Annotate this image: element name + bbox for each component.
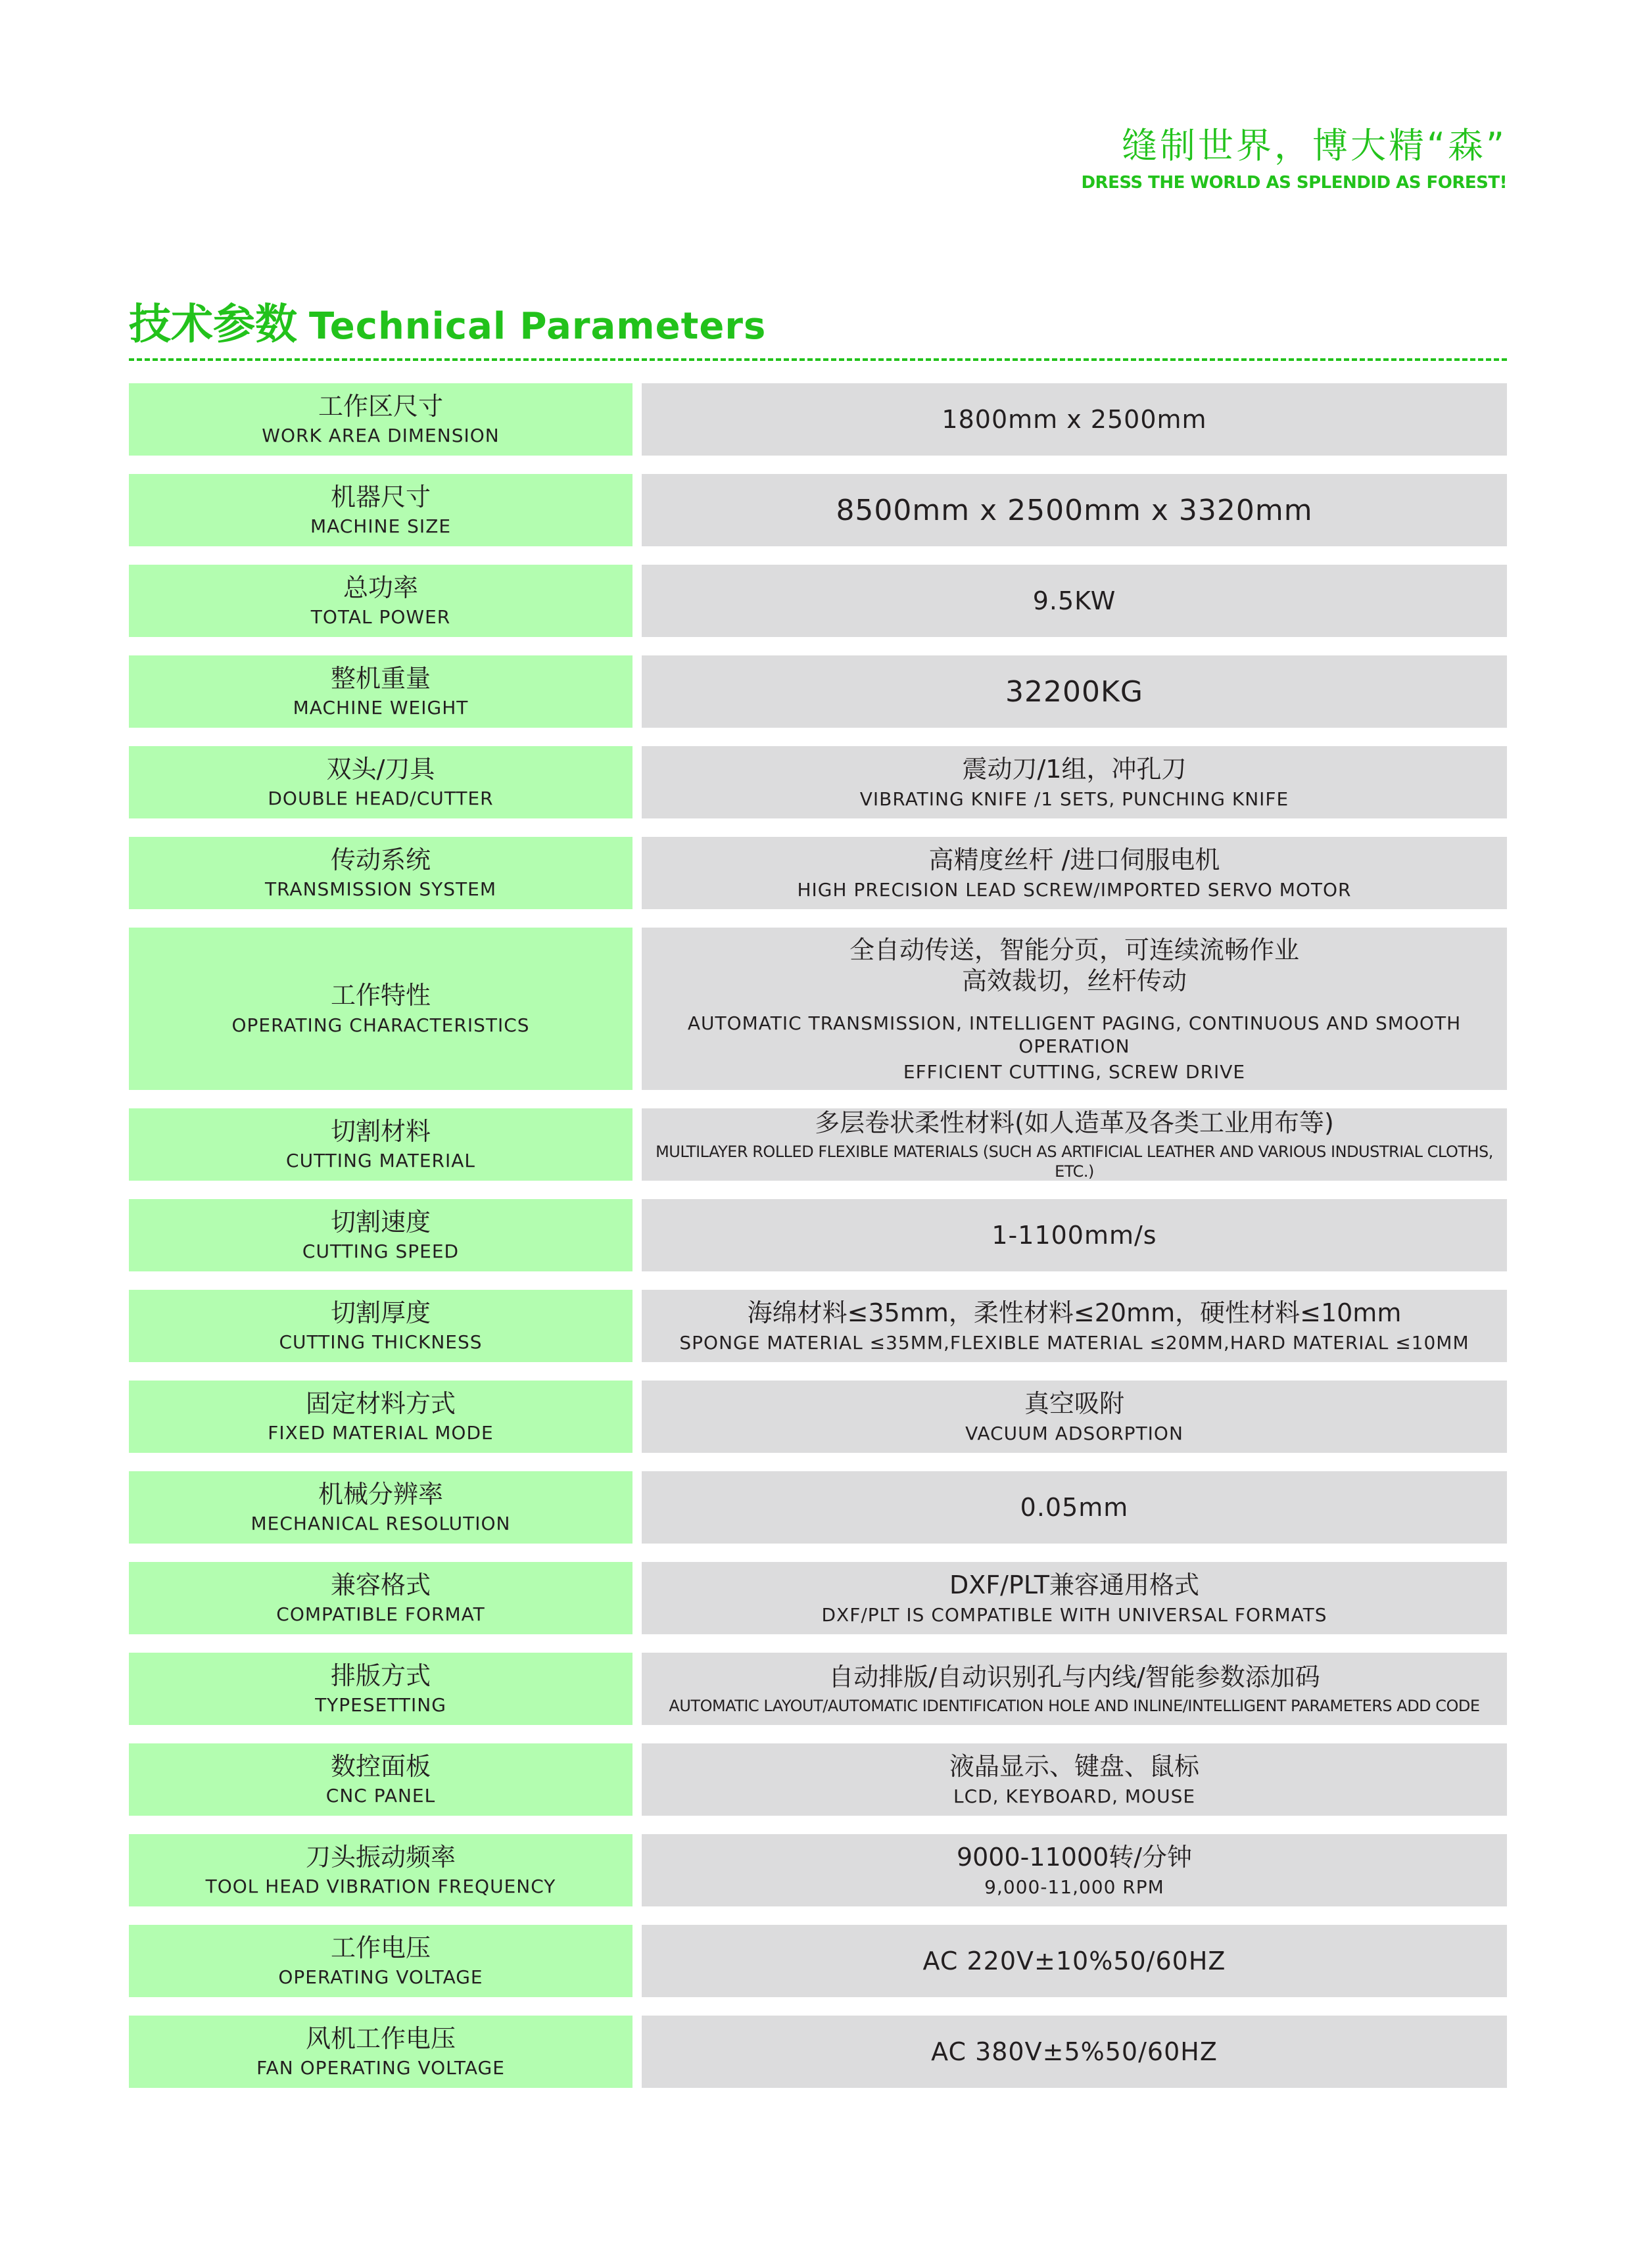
value-english: VACUUM ADSORPTION — [965, 1423, 1183, 1445]
label-english: CUTTING MATERIAL — [286, 1150, 475, 1172]
param-label — [129, 1743, 633, 1816]
label-english: WORK AREA DIMENSION — [262, 425, 500, 447]
value-text: AC 220V±10%50/60HZ — [922, 1947, 1226, 1975]
label-chinese: 切割材料 — [330, 1116, 431, 1146]
label-chinese: 固定材料方式 — [305, 1388, 456, 1418]
value-chinese: 自动排版/自动识别孔与内线/智能参数添加码 — [828, 1663, 1320, 1692]
param-value — [642, 1381, 1507, 1453]
label-english: TOOL HEAD VIBRATION FREQUENCY — [205, 1876, 556, 1898]
table-row — [129, 1381, 1507, 1453]
label-chinese: 切割厚度 — [330, 1298, 431, 1327]
value-chinese: 海绵材料≤35mm，柔性材料≤20mm，硬性材料≤10mm — [747, 1298, 1402, 1327]
value-text: 9.5KW — [1032, 586, 1116, 615]
value-text: 0.05mm — [1020, 1493, 1129, 1522]
label-chinese: 整机重量 — [330, 663, 431, 693]
table-row — [129, 565, 1507, 637]
table-row — [129, 1743, 1507, 1816]
table-row — [129, 837, 1507, 909]
table-row — [129, 1562, 1507, 1634]
slogan-chinese: 缝制世界，博大精“森” — [1122, 125, 1507, 166]
param-value — [642, 655, 1507, 728]
value-chinese: 液晶显示、键盘、鼠标 — [949, 1751, 1199, 1781]
table-row — [129, 383, 1507, 456]
param-label — [129, 565, 633, 637]
value-english: DXF/PLT IS COMPATIBLE WITH UNIVERSAL FORMATS — [821, 1604, 1327, 1626]
label-english: FIXED MATERIAL MODE — [268, 1422, 494, 1444]
value-english-line-2: EFFICIENT CUTTING, SCREW DRIVE — [903, 1060, 1246, 1083]
section-heading — [129, 291, 766, 351]
table-row — [129, 1834, 1507, 1906]
table-row — [129, 1290, 1507, 1362]
param-label — [129, 1562, 633, 1634]
label-english: CUTTING SPEED — [302, 1240, 460, 1263]
label-chinese: 双头/刀具 — [326, 754, 435, 784]
table-row — [129, 655, 1507, 728]
param-label — [129, 1834, 633, 1906]
value-text: 32200KG — [1005, 674, 1143, 709]
heading-english: Technical Parameters — [309, 305, 767, 348]
label-english: TRANSMISSION SYSTEM — [264, 878, 496, 901]
param-label — [129, 2016, 633, 2088]
value-text: 1800mm x 2500mm — [942, 405, 1207, 434]
label-chinese: 机械分辨率 — [318, 1479, 443, 1509]
param-value — [642, 928, 1507, 1090]
label-english: OPERATING VOLTAGE — [278, 1966, 483, 1989]
table-row — [129, 928, 1507, 1090]
param-label — [129, 1108, 633, 1181]
value-english: MULTILAYER ROLLED FLEXIBLE MATERIALS (SUCH AS ARTIFICIAL LEATHER AND VARIOUS INDUSTRIAL CLOTHS, ETC.) — [656, 1142, 1493, 1181]
value-chinese: 高精度丝杆 /进口伺服电机 — [928, 845, 1220, 874]
label-chinese: 总功率 — [343, 573, 418, 602]
table-row — [129, 2016, 1507, 2088]
value-text: AC 380V±5%50/60HZ — [931, 2037, 1218, 2066]
param-value — [642, 1653, 1507, 1725]
param-value — [642, 1925, 1507, 1997]
value-chinese: DXF/PLT兼容通用格式 — [949, 1570, 1200, 1599]
value-chinese: 震动刀/1组，冲孔刀 — [962, 754, 1187, 784]
param-value — [642, 383, 1507, 456]
param-value — [642, 1199, 1507, 1271]
param-label — [129, 474, 633, 546]
heading-chinese: 技术参数 — [129, 300, 297, 349]
table-row — [129, 474, 1507, 546]
label-chinese: 刀头振动频率 — [305, 1842, 456, 1872]
param-label — [129, 1199, 633, 1271]
param-label — [129, 1653, 633, 1725]
label-english: CNC PANEL — [325, 1785, 436, 1807]
param-label — [129, 1381, 633, 1453]
label-english: FAN OPERATING VOLTAGE — [256, 2057, 505, 2079]
table-row — [129, 1199, 1507, 1271]
table-row — [129, 1471, 1507, 1544]
slogan-english: DRESS THE WORLD AS SPLENDID AS FOREST! — [1081, 173, 1507, 193]
label-english: TOTAL POWER — [310, 606, 451, 628]
label-chinese: 排版方式 — [330, 1661, 431, 1690]
label-chinese: 数控面板 — [330, 1751, 431, 1781]
value-english: 9,000-11,000 RPM — [984, 1876, 1164, 1899]
label-chinese: 传动系统 — [330, 845, 431, 874]
value-text: 8500mm x 2500mm x 3320mm — [836, 493, 1313, 527]
label-chinese: 工作电压 — [330, 1933, 431, 1962]
label-english: TYPESETTING — [315, 1694, 446, 1716]
param-value — [642, 1562, 1507, 1634]
label-english: MACHINE WEIGHT — [293, 697, 469, 719]
label-chinese: 工作特性 — [330, 981, 431, 1010]
param-value — [642, 474, 1507, 546]
table-row — [129, 1108, 1507, 1181]
value-english: HIGH PRECISION LEAD SCREW/IMPORTED SERVO MOTOR — [797, 879, 1352, 901]
label-chinese: 风机工作电压 — [305, 2023, 456, 2053]
label-chinese: 兼容格式 — [330, 1570, 431, 1599]
param-label — [129, 655, 633, 728]
param-label — [129, 746, 633, 818]
slogan — [1081, 125, 1507, 193]
value-text: 1-1100mm/s — [991, 1221, 1157, 1250]
value-english: SPONGE MATERIAL ≤35MM,FLEXIBLE MATERIAL ≤20MM,HARD MATERIAL ≤10MM — [679, 1332, 1469, 1354]
value-english: VIBRATING KNIFE /1 SETS, PUNCHING KNIFE — [859, 788, 1289, 811]
label-english: DOUBLE HEAD/CUTTER — [268, 788, 494, 810]
value-chinese: 真空吸附 — [1024, 1388, 1124, 1418]
value-english-line-1: AUTOMATIC TRANSMISSION, INTELLIGENT PAGING, CONTINUOUS AND SMOOTH OPERATION — [687, 1012, 1462, 1057]
param-value — [642, 565, 1507, 637]
param-value — [642, 2016, 1507, 2088]
param-value — [642, 1108, 1507, 1181]
param-value — [642, 1834, 1507, 1906]
value-english: AUTOMATIC LAYOUT/AUTOMATIC IDENTIFICATION HOLE AND INLINE/INTELLIGENT PARAMETERS ADD CODE — [669, 1696, 1480, 1715]
table-row — [129, 746, 1507, 818]
value-chinese: 多层卷状柔性材料(如人造革及各类工业用布等) — [815, 1108, 1334, 1138]
table-row — [129, 1925, 1507, 1997]
label-english: CUTTING THICKNESS — [279, 1331, 483, 1354]
label-english: OPERATING CHARACTERISTICS — [231, 1014, 530, 1036]
label-english: MECHANICAL RESOLUTION — [251, 1513, 511, 1535]
label-english: MACHINE SIZE — [310, 515, 452, 538]
label-chinese: 机器尺寸 — [330, 482, 431, 511]
param-label — [129, 383, 633, 456]
param-label — [129, 928, 633, 1090]
param-label — [129, 1290, 633, 1362]
value-chinese-line-2: 高效裁切，丝杆传动 — [961, 966, 1187, 995]
value-chinese: 9000-11000转/分钟 — [956, 1842, 1193, 1872]
param-label — [129, 1471, 633, 1544]
value-english: LCD, KEYBOARD, MOUSE — [953, 1785, 1196, 1808]
param-value — [642, 1290, 1507, 1362]
label-english: COMPATIBLE FORMAT — [276, 1603, 485, 1626]
dashed-divider — [129, 358, 1507, 361]
param-value — [642, 837, 1507, 909]
table-row — [129, 1653, 1507, 1725]
label-chinese: 工作区尺寸 — [318, 391, 443, 421]
parameters-table — [129, 383, 1507, 2106]
param-value — [642, 1743, 1507, 1816]
value-chinese-line-1: 全自动传送，智能分页，可连续流畅作业 — [849, 935, 1299, 964]
label-chinese: 切割速度 — [330, 1207, 431, 1237]
param-label — [129, 1925, 633, 1997]
param-label — [129, 837, 633, 909]
param-value — [642, 746, 1507, 818]
param-value — [642, 1471, 1507, 1544]
